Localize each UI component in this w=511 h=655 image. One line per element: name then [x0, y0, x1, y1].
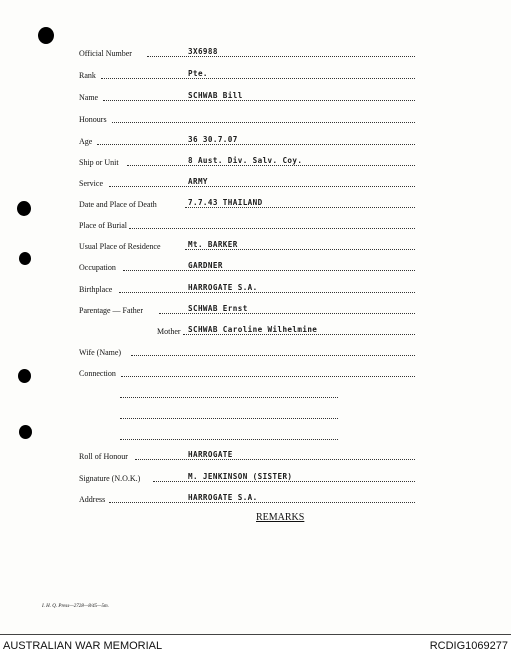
connection-line: [120, 439, 338, 440]
field-value: ARMY: [188, 177, 208, 186]
field-name: [79, 91, 243, 103]
field-value: 3X6988: [188, 47, 218, 56]
field-label: Wife (Name): [79, 348, 122, 357]
field-label: Place of Burial: [79, 221, 127, 230]
punch-hole: [38, 27, 54, 44]
field-parentage-father: [79, 304, 248, 316]
field-label: Usual Place of Residence: [79, 242, 161, 251]
field-label: Occupation: [79, 263, 116, 272]
field-label: Parentage — Father: [79, 306, 143, 315]
field-address: [79, 493, 258, 505]
field-label: Rank: [79, 71, 96, 80]
field-service: [79, 177, 208, 189]
field-label: Roll of Honour: [79, 452, 128, 461]
punch-hole: [17, 201, 31, 216]
field-place-of-burial: [79, 221, 127, 231]
archive-footer: [0, 634, 511, 655]
field-label: Birthplace: [79, 285, 113, 294]
field-occupation: [79, 261, 223, 273]
field-label: Mother: [157, 327, 181, 336]
printer-imprint: I. H. Q. Press—2728—8/45—5m.: [42, 604, 109, 609]
field-value: 7.7.43 THAILAND: [188, 198, 263, 207]
field-value: Mt. BARKER: [188, 240, 238, 249]
field-label: Date and Place of Death: [79, 200, 157, 209]
field-rank: [79, 69, 208, 81]
punch-hole: [18, 369, 31, 383]
field-date-place-death: [79, 198, 263, 210]
remarks-heading: REMARKS: [256, 512, 305, 523]
field-label: Honours: [79, 115, 107, 124]
field-connection: [79, 369, 116, 379]
field-value: M. JENKINSON (SISTER): [188, 472, 293, 481]
field-wife: [79, 348, 121, 358]
field-honours: [79, 115, 107, 125]
field-value: 8 Aust. Div. Salv. Coy.: [188, 156, 303, 165]
footer-record-id: RCDIG1069277: [429, 640, 508, 652]
field-label: Age: [79, 137, 93, 146]
field-roll-of-honour: [79, 450, 233, 462]
field-label: Ship or Unit: [79, 158, 119, 167]
field-value: HARROGATE S.A.: [188, 283, 258, 292]
field-birthplace: [79, 283, 258, 295]
field-label: Address: [79, 495, 106, 504]
field-signature-nok: [79, 472, 293, 484]
field-value: Pte.: [188, 69, 208, 78]
field-value: 36 30.7.07: [188, 135, 238, 144]
field-value: HARROGATE: [188, 450, 233, 459]
punch-hole: [19, 425, 32, 439]
field-usual-residence: [79, 240, 238, 252]
field-age: [79, 135, 238, 147]
field-label: Name: [79, 93, 99, 102]
field-value: SCHWAB Caroline Wilhelmine: [188, 325, 318, 334]
connection-line: [120, 418, 338, 419]
field-ship-or-unit: [79, 156, 303, 168]
field-label: Connection: [79, 369, 116, 378]
punch-hole: [19, 252, 31, 265]
field-label: Service: [79, 179, 103, 188]
connection-line: [120, 397, 338, 398]
field-value: GARDNER: [188, 261, 223, 270]
field-official-number: [79, 47, 218, 59]
field-mother: [157, 325, 318, 337]
field-label: Signature (N.O.K.): [79, 474, 141, 483]
field-label: Official Number: [79, 49, 132, 58]
footer-institution: AUSTRALIAN WAR MEMORIAL: [3, 640, 163, 652]
field-value: SCHWAB Bill: [188, 91, 243, 100]
field-value: HARROGATE S.A.: [188, 493, 258, 502]
field-value: SCHWAB Ernst: [188, 304, 248, 313]
